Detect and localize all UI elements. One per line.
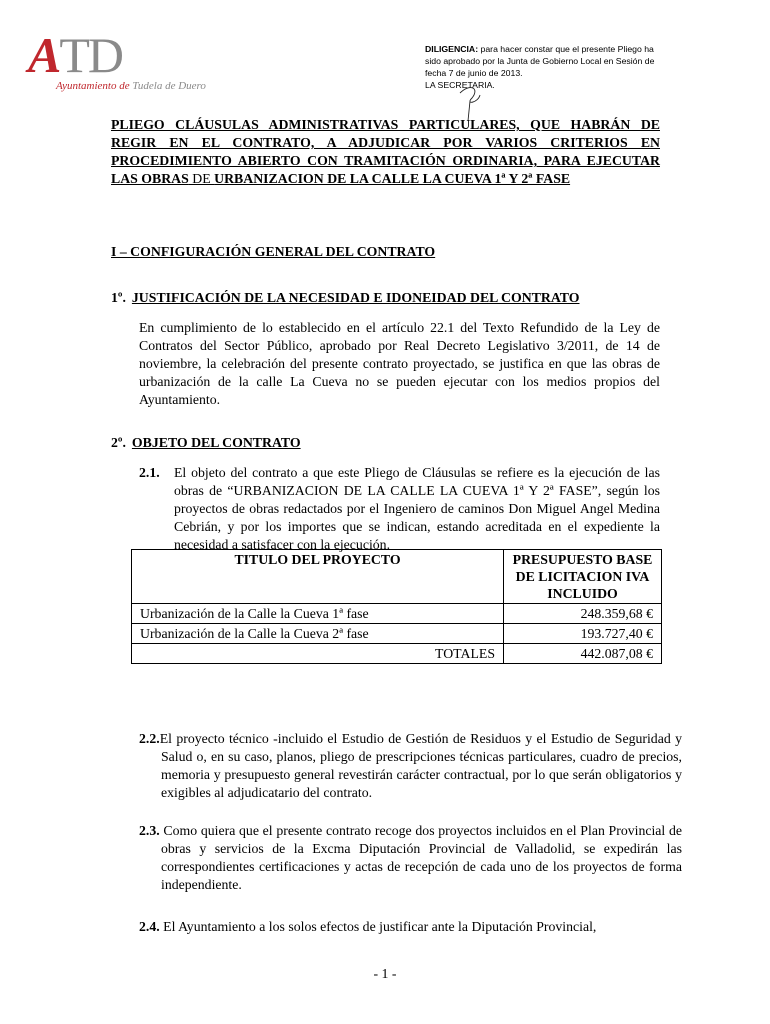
paragraph-2-3-number: 2.3. [139,823,160,838]
clause-1-title: JUSTIFICACIÓN DE LA NECESIDAD E IDONEIDAD DEL CONTRATO [131,290,580,305]
table-total-row [132,644,662,664]
title-part-a: PLIEGO CLÁUSULAS ADMINISTRATIVAS PARTICULARES, QUE HABRÁN DE REGIR EN EL CONTRATO, A ADJUDICAR POR VARIOS CRITERIOS EN PROCEDIMIENTO ABIERTO CON TRAMITACIÓN ORDINARIA, PARA EJECUTAR LAS OBRAS [111,117,660,186]
clause-2-heading [111,435,301,451]
total-amount: 442.087,08 € [504,644,662,664]
table-header-row [132,550,662,604]
diligencia-signer: LA SECRETARIA. [425,80,495,90]
logo-caption-prefix: Ayuntamiento de [56,80,133,92]
paragraph-2-4-number: 2.4. [139,919,160,934]
logo-letter-a: A [28,27,60,83]
page-number: - 1 - [373,966,397,981]
logo-caption-place: Tudela de Duero [132,80,206,92]
clause-1-number: 1º. [111,290,126,305]
clause-1-heading [111,290,580,306]
ayuntamiento-logo [28,27,208,100]
budget-table [131,549,662,664]
paragraph-2-1 [139,464,660,554]
paragraph-2-2-number: 2.2. [139,731,160,746]
title-part-b: URBANIZACION DE LA CALLE LA CUEVA 1ª Y 2ª FASE [214,171,571,186]
section-heading: I – CONFIGURACIÓN GENERAL DEL CONTRATO [111,244,436,259]
logo-letters [28,27,123,83]
logo-caption [56,80,206,92]
document-title [111,116,660,188]
table-header-title: TITULO DEL PROYECTO [132,550,504,604]
paragraph-2-1-number: 2.1. [139,465,160,480]
paragraph-2-3 [139,822,682,894]
project-amount: 248.359,68 € [504,604,662,624]
clause-2-title: OBJETO DEL CONTRATO [131,435,301,450]
clause-1-body: En cumplimiento de lo establecido en el artículo 22.1 del Texto Refundido de la Ley de Contratos del Sector Público, aprobado por Real Decreto Legislativo 3/2011, de 14 de noviembre, la celebración del presente contrato proyectado, se justifica en que las obras de urbanización de la calle La Cueva no se pueden ejecutar con los medios propios del Ayuntamiento. [139,320,660,407]
logo-letters-td: TD [59,27,123,83]
paragraph-2-2-text: El proyecto técnico -incluido el Estudio de Gestión de Residuos y el Estudio de Seguridad y Salud o, en su caso, planos, pliego de prescripciones técnicas particulares, cuadro de precios, memoria y presupuesto general revestirán carácter contractual, por lo que serán obligatorios y exigibles al adjudicatario del contrato. [159,731,682,800]
table-row [132,624,662,644]
paragraph-2-3-text: Como quiera que el presente contrato recoge dos proyectos incluidos en el Plan Provincial de obras y servicios de la Excma Diputación Provincial de Valladolid, se expedirán las correspondientes certificaciones y actas de recepción de cada uno de los proyectos de forma independiente. [159,823,682,892]
diligencia-label: DILIGENCIA: [425,44,479,54]
total-label: TOTALES [132,644,504,664]
table-header-budget: PRESUPUESTO BASE DE LICITACION IVA INCLUIDO [504,550,662,604]
diligencia-text: para hacer constar que el presente Pliego ha sido aprobado por la Junta de Gobierno Local en Sesión de fecha 7 de junio de 2013. [425,44,655,78]
clause-2-number: 2º. [111,435,126,450]
table-row [132,604,662,624]
paragraph-2-1-text: El objeto del contrato a que este Pliego de Cláusulas se refiere es la ejecución de las obras de “URBANIZACION DE LA CALLE LA CUEVA 1ª Y 2ª FASE”, según los proyectos de obras redactados por el Ingeniero de caminos Don Miguel Angel Medina Cebrián, y por los importes que se indican, estando acreditada en el expediente la necesidad a satisfacer con la ejecución. [174,465,660,552]
paragraph-2-2 [139,730,682,802]
project-amount: 193.727,40 € [504,624,662,644]
project-name: Urbanización de la Calle la Cueva 1ª fase [132,604,504,624]
paragraph-2-4-text: El Ayuntamiento a los solos efectos de justificar ante la Diputación Provincial, [159,919,597,934]
project-name: Urbanización de la Calle la Cueva 2ª fase [132,624,504,644]
title-connector: DE [188,171,215,186]
paragraph-2-4 [139,918,682,936]
